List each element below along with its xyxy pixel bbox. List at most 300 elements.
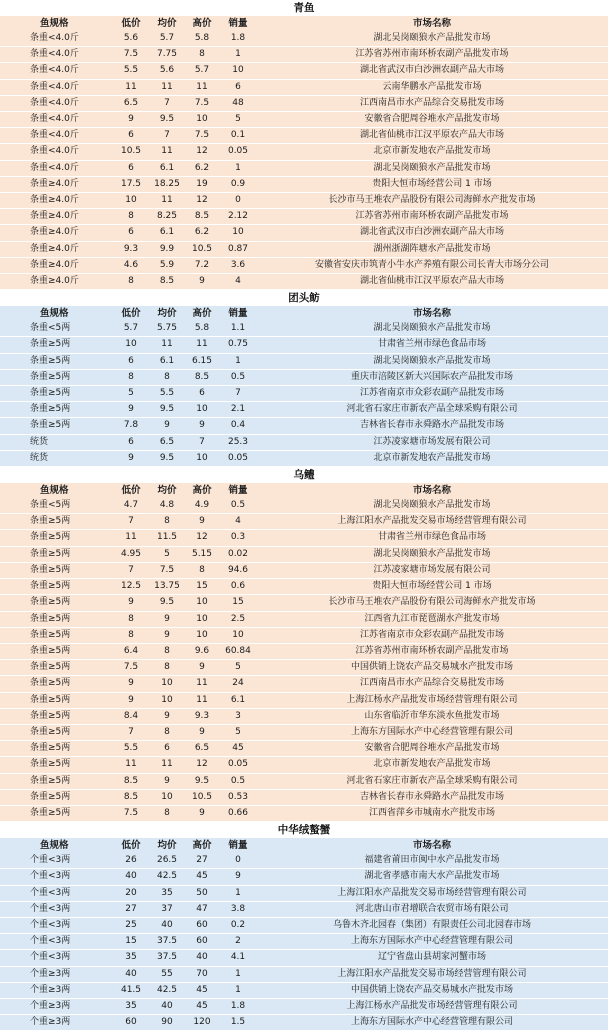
volume-cell: 1.5: [220, 1015, 256, 1031]
market-cell: 江西省萍乡市城南水产批发市场: [256, 805, 608, 821]
table-row: [0, 982, 608, 998]
market-cell: 江苏凌家塘市场发展有限公司: [256, 562, 608, 578]
spec-cell: 条重≥5两: [0, 757, 112, 773]
spec-cell: 条重≥5两: [0, 789, 112, 805]
market-cell: 湖北吴岗颐狼水产品批发市场: [256, 498, 608, 514]
market-cell: 山东省临沂市华东淡水鱼批发市场: [256, 708, 608, 724]
high-price-cell: 60: [184, 934, 220, 950]
spec-cell: 条重<4.0斤: [0, 47, 112, 63]
spec-cell: 条重≥5两: [0, 386, 112, 402]
volume-cell: 10: [220, 225, 256, 241]
volume-cell: 0.87: [220, 241, 256, 257]
header-row: [0, 16, 608, 31]
high-price-cell: 10.5: [184, 789, 220, 805]
spec-cell: 条重≥5两: [0, 418, 112, 434]
table-row: [0, 337, 608, 353]
low-price-cell: 8: [112, 627, 150, 643]
high-price-cell: 11: [184, 79, 220, 95]
low-price-cell: 9: [112, 692, 150, 708]
avg-price-cell: 9.5: [150, 595, 184, 611]
high-price-cell: 9.3: [184, 708, 220, 724]
high-price-cell: 19: [184, 176, 220, 192]
low-price-cell: 7.8: [112, 418, 150, 434]
avg-price-cell: 8.25: [150, 209, 184, 225]
spec-cell: 条重<5两: [0, 498, 112, 514]
table-row: [0, 562, 608, 578]
column-header-market: 市场名称: [412, 308, 451, 320]
table-row: [0, 47, 608, 63]
low-price-cell: 7.5: [112, 660, 150, 676]
high-price-cell: 10: [184, 595, 220, 611]
avg-price-cell: 6.1: [150, 225, 184, 241]
high-price-cell: 10: [184, 627, 220, 643]
volume-cell: 10: [220, 63, 256, 79]
low-price-cell: 9.3: [112, 241, 150, 257]
volume-cell: 5: [220, 660, 256, 676]
high-price-cell: 6: [184, 386, 220, 402]
volume-cell: 0.05: [220, 757, 256, 773]
section-title: 乌鳢: [0, 467, 608, 483]
section: [0, 467, 608, 822]
column-header-spec: 鱼规格: [40, 840, 69, 852]
table-row: [0, 950, 608, 966]
table-row: [0, 321, 608, 337]
table-row: [0, 724, 608, 740]
avg-price-cell: 8.5: [150, 274, 184, 290]
table-row: [0, 708, 608, 724]
low-price-cell: 4.6: [112, 257, 150, 273]
spec-cell: 条重≥5两: [0, 773, 112, 789]
volume-cell: 1: [220, 47, 256, 63]
spec-cell: 条重≥4.0斤: [0, 176, 112, 192]
table-row: [0, 514, 608, 530]
volume-cell: 1: [220, 982, 256, 998]
high-price-cell: 12: [184, 144, 220, 160]
market-cell: 江苏省苏州市南环桥农副产品批发市场: [256, 209, 608, 225]
table-row: [0, 369, 608, 385]
table-row: [0, 773, 608, 789]
spec-cell: 条重≥5两: [0, 805, 112, 821]
high-price-cell: 9: [184, 418, 220, 434]
market-cell: 长沙市马王堆农产品股份有限公司海鲜水产批发市场: [256, 193, 608, 209]
low-price-cell: 6.4: [112, 643, 150, 659]
avg-price-cell: 5.9: [150, 257, 184, 273]
column-header-avg: 均价: [157, 485, 177, 497]
high-price-cell: 11: [184, 692, 220, 708]
high-price-cell: 6.5: [184, 741, 220, 757]
section: [0, 822, 608, 1031]
low-price-cell: 7.5: [112, 805, 150, 821]
high-price-cell: 6.15: [184, 353, 220, 369]
high-price-cell: 9.6: [184, 643, 220, 659]
table-row: [0, 789, 608, 805]
header-row: [0, 306, 608, 321]
high-price-cell: 27: [184, 853, 220, 869]
column-header-high: 高价: [192, 485, 212, 497]
low-price-cell: 8.5: [112, 789, 150, 805]
avg-price-cell: 37.5: [150, 950, 184, 966]
volume-cell: 0: [220, 193, 256, 209]
low-price-cell: 8.5: [112, 773, 150, 789]
market-cell: 江苏省南京市众彩农副产品批发市场: [256, 627, 608, 643]
high-price-cell: 9: [184, 805, 220, 821]
spec-cell: 条重≥5两: [0, 611, 112, 627]
market-cell: 湖北省孝感市南大水产品批发市场: [256, 869, 608, 885]
avg-price-cell: 9.5: [150, 450, 184, 466]
high-price-cell: 11: [184, 337, 220, 353]
spec-cell: 条重<4.0斤: [0, 79, 112, 95]
avg-price-cell: 8: [150, 369, 184, 385]
market-cell: 甘肃省兰州市绿色食品市场: [256, 530, 608, 546]
market-cell: 甘肃省兰州市绿色食品市场: [256, 337, 608, 353]
volume-cell: 2.5: [220, 611, 256, 627]
avg-price-cell: 5: [150, 546, 184, 562]
column-header-low: 低价: [121, 840, 141, 852]
table-row: [0, 901, 608, 917]
table-row: [0, 209, 608, 225]
spec-cell: 条重≥5两: [0, 402, 112, 418]
table-row: [0, 660, 608, 676]
table-row: [0, 595, 608, 611]
avg-price-cell: 7.75: [150, 47, 184, 63]
column-header-market: 市场名称: [412, 485, 451, 497]
high-price-cell: 40: [184, 950, 220, 966]
volume-cell: 6.1: [220, 692, 256, 708]
market-cell: 湖北吴岗颐狼水产品批发市场: [256, 353, 608, 369]
volume-cell: 3.6: [220, 257, 256, 273]
avg-price-cell: 9.5: [150, 112, 184, 128]
avg-price-cell: 9.9: [150, 241, 184, 257]
volume-cell: 4: [220, 274, 256, 290]
table-row: [0, 225, 608, 241]
avg-price-cell: 90: [150, 1015, 184, 1031]
market-cell: 北京市新发地农产品批发市场: [256, 757, 608, 773]
low-price-cell: 9: [112, 112, 150, 128]
market-cell: 长沙市马王堆农产品股份有限公司海鲜水产批发市场: [256, 595, 608, 611]
high-price-cell: 5.15: [184, 546, 220, 562]
low-price-cell: 11: [112, 530, 150, 546]
high-price-cell: 15: [184, 579, 220, 595]
column-header-volume: 销量: [228, 840, 248, 852]
spec-cell: 条重≥4.0斤: [0, 274, 112, 290]
spec-cell: 个重<3两: [0, 917, 112, 933]
volume-cell: 0.05: [220, 450, 256, 466]
high-price-cell: 10.5: [184, 241, 220, 257]
low-price-cell: 27: [112, 901, 150, 917]
market-cell: 北京市新发地农产品批发市场: [256, 144, 608, 160]
market-cell: 中国供销上饶农产品交易城水产批发市场: [256, 982, 608, 998]
volume-cell: 0.4: [220, 418, 256, 434]
section-title: 团头鲂: [0, 290, 608, 306]
avg-price-cell: 7: [150, 128, 184, 144]
spec-cell: 条重≥5两: [0, 676, 112, 692]
avg-price-cell: 9: [150, 611, 184, 627]
table-row: [0, 498, 608, 514]
avg-price-cell: 55: [150, 966, 184, 982]
low-price-cell: 40: [112, 966, 150, 982]
table-row: [0, 611, 608, 627]
volume-cell: 45: [220, 741, 256, 757]
column-header-spec: 鱼规格: [40, 18, 69, 29]
avg-price-cell: 5.6: [150, 63, 184, 79]
table-row: [0, 530, 608, 546]
market-cell: 江西省九江市琵琶湖水产批发市场: [256, 611, 608, 627]
high-price-cell: 10: [184, 450, 220, 466]
low-price-cell: 9: [112, 595, 150, 611]
volume-cell: 15: [220, 595, 256, 611]
table-row: [0, 79, 608, 95]
volume-cell: 1: [220, 966, 256, 982]
table-row: [0, 643, 608, 659]
low-price-cell: 26: [112, 853, 150, 869]
spec-cell: 条重≥5两: [0, 692, 112, 708]
market-cell: 河北省石家庄市新农产品全球采购有限公司: [256, 402, 608, 418]
table-row: [0, 546, 608, 562]
high-price-cell: 8: [184, 47, 220, 63]
market-cell: 江苏凌家塘市场发展有限公司: [256, 434, 608, 450]
volume-cell: 0.3: [220, 530, 256, 546]
avg-price-cell: 10: [150, 692, 184, 708]
table-row: [0, 31, 608, 47]
column-header-high: 高价: [192, 840, 212, 852]
market-cell: 安徽省合肥周谷堆水产品批发市场: [256, 741, 608, 757]
high-price-cell: 11: [184, 676, 220, 692]
avg-price-cell: 9: [150, 773, 184, 789]
avg-price-cell: 8: [150, 805, 184, 821]
table-row: [0, 193, 608, 209]
avg-price-cell: 35: [150, 885, 184, 901]
spec-cell: 条重≥5两: [0, 546, 112, 562]
column-header-high: 高价: [192, 18, 212, 29]
table-row: [0, 241, 608, 257]
low-price-cell: 10.5: [112, 144, 150, 160]
avg-price-cell: 6.1: [150, 160, 184, 176]
price-table: [0, 16, 608, 290]
volume-cell: 1: [220, 885, 256, 901]
spec-cell: 条重<4.0斤: [0, 144, 112, 160]
spec-cell: 条重<4.0斤: [0, 31, 112, 47]
column-header-avg: 均价: [157, 308, 177, 320]
high-price-cell: 5.8: [184, 31, 220, 47]
avg-price-cell: 37: [150, 901, 184, 917]
low-price-cell: 6: [112, 225, 150, 241]
table-row: [0, 676, 608, 692]
high-price-cell: 5.7: [184, 63, 220, 79]
avg-price-cell: 40: [150, 917, 184, 933]
volume-cell: 7: [220, 386, 256, 402]
section-title: 中华绒螯蟹: [0, 822, 608, 838]
market-cell: 乌鲁木齐北园春（集团）有限责任公司北园春市场: [256, 917, 608, 933]
table-row: [0, 144, 608, 160]
volume-cell: 3: [220, 708, 256, 724]
high-price-cell: 50: [184, 885, 220, 901]
market-cell: 贵阳大恒市场经营公司 1 市场: [256, 176, 608, 192]
spec-cell: 个重≥3两: [0, 966, 112, 982]
avg-price-cell: 6.1: [150, 353, 184, 369]
low-price-cell: 6.5: [112, 95, 150, 111]
low-price-cell: 7: [112, 724, 150, 740]
spec-cell: 个重<3两: [0, 885, 112, 901]
market-cell: 湖北省仙桃市江汉平原农产品大市场: [256, 274, 608, 290]
high-price-cell: 9: [184, 724, 220, 740]
low-price-cell: 6: [112, 128, 150, 144]
market-cell: 湖北吴岗颐狼水产品批发市场: [256, 546, 608, 562]
table-row: [0, 418, 608, 434]
volume-cell: 5: [220, 112, 256, 128]
spec-cell: 条重≥5两: [0, 562, 112, 578]
low-price-cell: 9: [112, 450, 150, 466]
volume-cell: 60.84: [220, 643, 256, 659]
table-row: [0, 176, 608, 192]
spec-cell: 条重<4.0斤: [0, 95, 112, 111]
low-price-cell: 41.5: [112, 982, 150, 998]
volume-cell: 3.8: [220, 901, 256, 917]
market-cell: 湖北吴岗颐狼水产品批发市场: [256, 321, 608, 337]
market-cell: 上海江阳水产品批发交易市场经营管理有限公司: [256, 514, 608, 530]
market-cell: 安徽省合肥周谷堆水产品批发市场: [256, 112, 608, 128]
section-title: 青鱼: [0, 0, 608, 16]
market-cell: 上海江杨水产品批发市场经营管理有限公司: [256, 998, 608, 1014]
table-row: [0, 741, 608, 757]
volume-cell: 2.1: [220, 402, 256, 418]
spec-cell: 条重<4.0斤: [0, 160, 112, 176]
avg-price-cell: 4.8: [150, 498, 184, 514]
market-cell: 北京市新发地农产品批发市场: [256, 450, 608, 466]
volume-cell: 10: [220, 627, 256, 643]
high-price-cell: 7.2: [184, 257, 220, 273]
column-header-low: 低价: [121, 308, 141, 320]
spec-cell: 条重≥4.0斤: [0, 209, 112, 225]
high-price-cell: 60: [184, 917, 220, 933]
volume-cell: 25.3: [220, 434, 256, 450]
spec-cell: 条重≥5两: [0, 579, 112, 595]
low-price-cell: 25: [112, 917, 150, 933]
low-price-cell: 10: [112, 193, 150, 209]
spec-cell: 个重≥3两: [0, 998, 112, 1014]
market-cell: 湖州浙湖阵塘水产品批发市场: [256, 241, 608, 257]
spec-cell: 条重≥5两: [0, 660, 112, 676]
market-cell: 江苏省苏州市南环桥农副产品批发市场: [256, 47, 608, 63]
avg-price-cell: 8: [150, 724, 184, 740]
low-price-cell: 11: [112, 79, 150, 95]
spec-cell: 个重<3两: [0, 901, 112, 917]
volume-cell: 1.1: [220, 321, 256, 337]
volume-cell: 24: [220, 676, 256, 692]
low-price-cell: 6: [112, 353, 150, 369]
avg-price-cell: 9: [150, 627, 184, 643]
low-price-cell: 9: [112, 676, 150, 692]
table-row: [0, 434, 608, 450]
spec-cell: 条重≥4.0斤: [0, 241, 112, 257]
column-header-volume: 销量: [228, 308, 248, 320]
avg-price-cell: 11: [150, 79, 184, 95]
volume-cell: 4.1: [220, 950, 256, 966]
table-row: [0, 853, 608, 869]
column-header-low: 低价: [121, 18, 141, 29]
high-price-cell: 9: [184, 660, 220, 676]
table-row: [0, 579, 608, 595]
low-price-cell: 8: [112, 611, 150, 627]
table-row: [0, 917, 608, 933]
table-row: [0, 63, 608, 79]
table-row: [0, 353, 608, 369]
avg-price-cell: 42.5: [150, 982, 184, 998]
volume-cell: 0.75: [220, 337, 256, 353]
column-header-high: 高价: [192, 308, 212, 320]
price-table: [0, 838, 608, 1031]
low-price-cell: 20: [112, 885, 150, 901]
volume-cell: 5: [220, 724, 256, 740]
low-price-cell: 5.7: [112, 321, 150, 337]
avg-price-cell: 11: [150, 193, 184, 209]
low-price-cell: 17.5: [112, 176, 150, 192]
low-price-cell: 15: [112, 934, 150, 950]
volume-cell: 0.2: [220, 917, 256, 933]
spec-cell: 条重≥5两: [0, 643, 112, 659]
market-cell: 辽宁省盘山县胡家河蟹市场: [256, 950, 608, 966]
avg-price-cell: 42.5: [150, 869, 184, 885]
header-row: [0, 483, 608, 498]
volume-cell: 48: [220, 95, 256, 111]
high-price-cell: 7: [184, 434, 220, 450]
low-price-cell: 5: [112, 386, 150, 402]
high-price-cell: 9: [184, 274, 220, 290]
low-price-cell: 12.5: [112, 579, 150, 595]
volume-cell: 0.6: [220, 579, 256, 595]
low-price-cell: 10: [112, 337, 150, 353]
spec-cell: 条重≥5两: [0, 514, 112, 530]
volume-cell: 9: [220, 869, 256, 885]
spec-cell: 条重≥4.0斤: [0, 193, 112, 209]
section: [0, 290, 608, 467]
low-price-cell: 6: [112, 434, 150, 450]
volume-cell: 0: [220, 853, 256, 869]
avg-price-cell: 6: [150, 741, 184, 757]
spec-cell: 个重≥3两: [0, 1015, 112, 1031]
avg-price-cell: 8: [150, 643, 184, 659]
volume-cell: 1: [220, 160, 256, 176]
market-cell: 江苏省南京市众彩农副产品批发市场: [256, 386, 608, 402]
column-header-spec: 鱼规格: [40, 485, 69, 497]
low-price-cell: 11: [112, 757, 150, 773]
price-table: [0, 483, 608, 822]
volume-cell: 0.05: [220, 144, 256, 160]
spec-cell: 条重<4.0斤: [0, 128, 112, 144]
avg-price-cell: 5.7: [150, 31, 184, 47]
table-row: [0, 160, 608, 176]
high-price-cell: 47: [184, 901, 220, 917]
low-price-cell: 7: [112, 562, 150, 578]
market-cell: 江西南昌市水产品综合交易批发市场: [256, 95, 608, 111]
volume-cell: 1.8: [220, 998, 256, 1014]
spec-cell: 统货: [0, 434, 112, 450]
market-cell: 贵阳大恒市场经营公司 1 市场: [256, 579, 608, 595]
low-price-cell: 8.4: [112, 708, 150, 724]
avg-price-cell: 9: [150, 418, 184, 434]
table-row: [0, 885, 608, 901]
table-row: [0, 450, 608, 466]
market-cell: 江西南昌市水产品综合交易批发市场: [256, 676, 608, 692]
market-cell: 湖北吴岗颐狼水产品批发市场: [256, 160, 608, 176]
avg-price-cell: 7.5: [150, 562, 184, 578]
low-price-cell: 60: [112, 1015, 150, 1031]
high-price-cell: 5.8: [184, 321, 220, 337]
volume-cell: 0.02: [220, 546, 256, 562]
low-price-cell: 35: [112, 998, 150, 1014]
low-price-cell: 5.5: [112, 63, 150, 79]
avg-price-cell: 8: [150, 514, 184, 530]
column-header-market: 市场名称: [412, 840, 451, 852]
